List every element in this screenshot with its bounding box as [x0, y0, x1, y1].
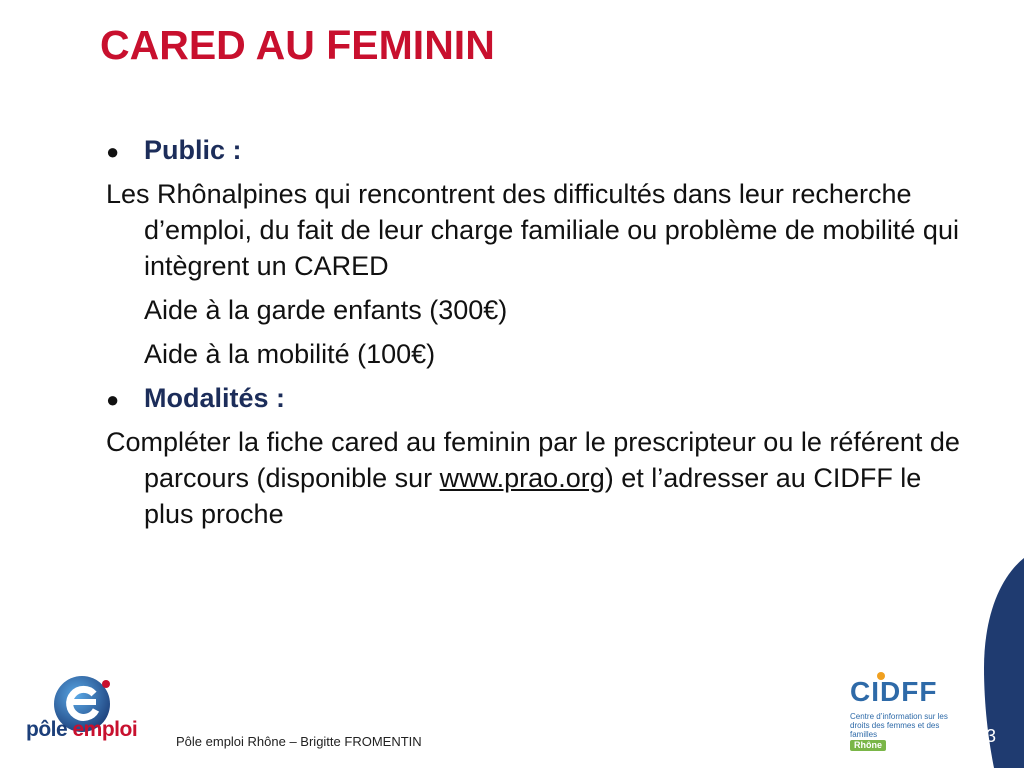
modalites-paragraph	[106, 424, 966, 532]
pole-emploi-wordmark	[26, 718, 137, 742]
page-number: 13	[976, 726, 997, 746]
cidff-subtitle: Centre d’information sur les droits des femmes et des familles	[850, 712, 948, 739]
modalites-heading: Modalités :	[144, 383, 286, 413]
slide-content	[106, 132, 966, 540]
public-paragraph: Les Rhônalpines qui rencontrent des difficultés dans leur recherche d’emploi, du fait de leur charge familiale ou problème de mobilité qui intègrent un CARED	[106, 179, 959, 281]
prao-link[interactable]: www.prao.org	[439, 463, 605, 493]
cidff-logo	[842, 668, 952, 752]
modalites-text-after: ) et l’adresser au CIDFF le plus proche	[144, 463, 922, 529]
cidff-word: CIDFF	[850, 676, 938, 707]
bullet-dot-icon: ●	[106, 387, 120, 412]
bullet-modalites	[106, 380, 966, 418]
pole-word: pôle	[26, 718, 68, 741]
aid-childcare: Aide à la garde enfants (300€)	[144, 295, 508, 325]
footer-text: Pôle emploi Rhône – Brigitte FROMENTIN	[176, 734, 422, 749]
bullet-public	[106, 132, 966, 170]
public-heading: Public :	[144, 135, 242, 165]
slide-title: CARED AU FEMININ	[100, 22, 495, 68]
cidff-region-badge: Rhône	[850, 740, 886, 751]
emploi-word: emploi	[67, 718, 138, 741]
modalites-text-before: Compléter la fiche cared au feminin par le prescripteur ou le référent de parcours (disponible sur	[106, 427, 960, 493]
bullet-dot-icon: ●	[106, 139, 120, 164]
aid-mobility: Aide à la mobilité (100€)	[144, 339, 436, 369]
